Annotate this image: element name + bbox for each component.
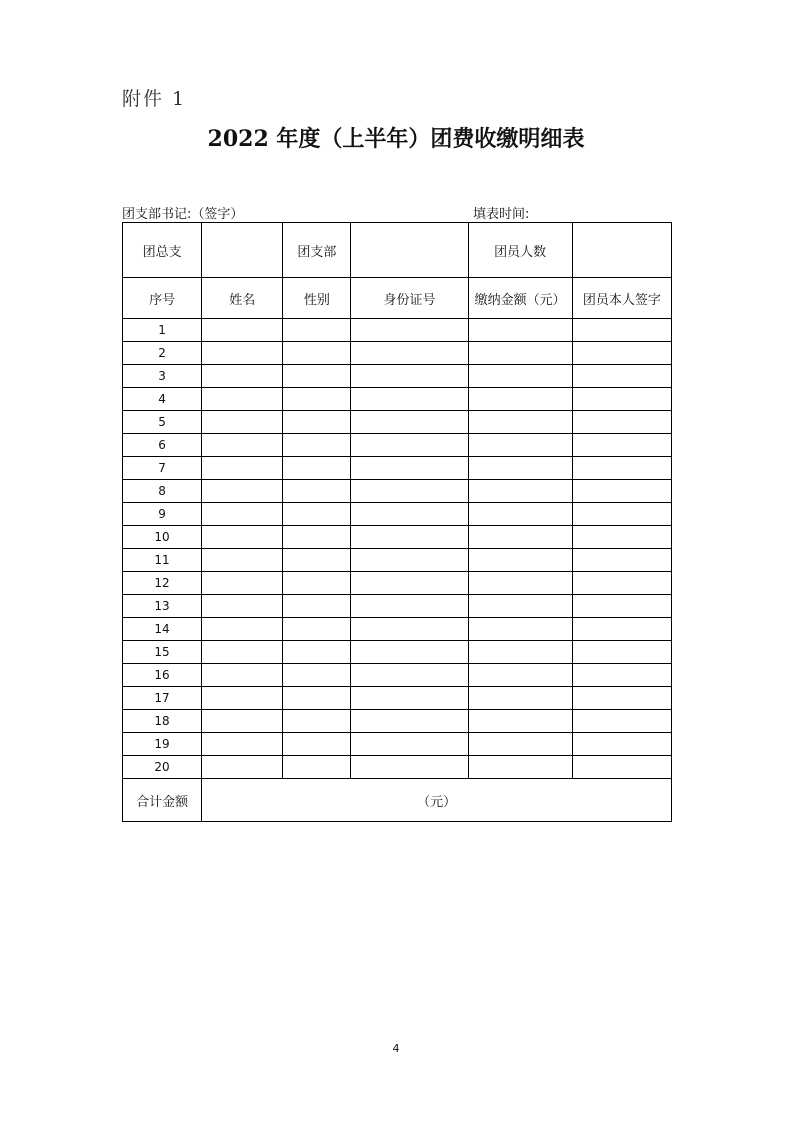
row-index: 11: [123, 549, 202, 572]
gender-cell[interactable]: [283, 756, 351, 779]
name-cell[interactable]: [202, 549, 283, 572]
id-number-cell[interactable]: [351, 434, 468, 457]
row-index: 2: [123, 342, 202, 365]
id-number-cell[interactable]: [351, 618, 468, 641]
amount-cell[interactable]: [468, 618, 572, 641]
name-cell[interactable]: [202, 457, 283, 480]
signature-cell[interactable]: [572, 526, 671, 549]
table-row: [123, 388, 672, 411]
table-row: [123, 480, 672, 503]
row-index: 19: [123, 733, 202, 756]
table-header-row: [123, 278, 672, 319]
table-row: [123, 733, 672, 756]
name-cell[interactable]: [202, 733, 283, 756]
name-cell[interactable]: [202, 710, 283, 733]
table-row: [123, 664, 672, 687]
table-row: [123, 457, 672, 480]
signature-cell[interactable]: [572, 618, 671, 641]
signature-cell[interactable]: [572, 457, 671, 480]
id-number-cell[interactable]: [351, 641, 468, 664]
column-header-gender: 性别: [283, 278, 351, 319]
signature-cell[interactable]: [572, 480, 671, 503]
gender-cell[interactable]: [283, 480, 351, 503]
name-cell[interactable]: [202, 756, 283, 779]
id-number-cell[interactable]: [351, 503, 468, 526]
amount-cell[interactable]: [468, 503, 572, 526]
row-index: 18: [123, 710, 202, 733]
name-cell[interactable]: [202, 503, 283, 526]
row-index: 17: [123, 687, 202, 710]
row-index: 16: [123, 664, 202, 687]
table-row: [123, 503, 672, 526]
signature-cell[interactable]: [572, 710, 671, 733]
page-number: 4: [392, 1042, 400, 1055]
gender-cell[interactable]: [283, 618, 351, 641]
name-cell[interactable]: [202, 342, 283, 365]
league-branch-general-value[interactable]: [202, 223, 283, 278]
total-label: 合计金额: [123, 779, 202, 822]
column-header-signature: 团员本人签字: [572, 278, 671, 319]
id-number-cell[interactable]: [351, 319, 468, 342]
row-index: 9: [123, 503, 202, 526]
table-row: [123, 365, 672, 388]
id-number-cell[interactable]: [351, 549, 468, 572]
signature-cell[interactable]: [572, 411, 671, 434]
gender-cell[interactable]: [283, 319, 351, 342]
amount-cell[interactable]: [468, 457, 572, 480]
gender-cell[interactable]: [283, 457, 351, 480]
amount-cell[interactable]: [468, 687, 572, 710]
signature-cell[interactable]: [572, 365, 671, 388]
table-row: [123, 595, 672, 618]
table-row: [123, 710, 672, 733]
id-number-cell[interactable]: [351, 595, 468, 618]
column-header-amount: 缴纳金额（元）: [468, 278, 572, 319]
id-number-cell[interactable]: [351, 480, 468, 503]
amount-cell[interactable]: [468, 664, 572, 687]
table-top-row: [123, 223, 672, 278]
gender-cell[interactable]: [283, 641, 351, 664]
table-row: [123, 526, 672, 549]
league-branch-label: 团支部: [283, 223, 351, 278]
row-index: 8: [123, 480, 202, 503]
gender-cell[interactable]: [283, 595, 351, 618]
member-count-value[interactable]: [572, 223, 671, 278]
name-cell[interactable]: [202, 526, 283, 549]
amount-cell[interactable]: [468, 342, 572, 365]
id-number-cell[interactable]: [351, 365, 468, 388]
total-amount-cell[interactable]: （元）: [202, 779, 672, 822]
name-cell[interactable]: [202, 434, 283, 457]
signature-cell[interactable]: [572, 503, 671, 526]
secretary-signature-label: 团支部书记:（签字）: [122, 207, 244, 222]
amount-cell[interactable]: [468, 411, 572, 434]
table-row: [123, 549, 672, 572]
member-count-label: 团员人数: [468, 223, 572, 278]
document-title: 2022 年度（上半年）团费收缴明细表: [207, 126, 585, 152]
name-cell[interactable]: [202, 319, 283, 342]
table-row: [123, 687, 672, 710]
signature-cell[interactable]: [572, 756, 671, 779]
amount-cell[interactable]: [468, 549, 572, 572]
column-header-index: 序号: [123, 278, 202, 319]
id-number-cell[interactable]: [351, 572, 468, 595]
amount-cell[interactable]: [468, 572, 572, 595]
amount-cell[interactable]: [468, 480, 572, 503]
table-row: [123, 641, 672, 664]
id-number-cell[interactable]: [351, 756, 468, 779]
row-index: 7: [123, 457, 202, 480]
id-number-cell[interactable]: [351, 457, 468, 480]
id-number-cell[interactable]: [351, 526, 468, 549]
table-row: [123, 572, 672, 595]
signature-cell[interactable]: [572, 687, 671, 710]
gender-cell[interactable]: [283, 411, 351, 434]
fill-date-label: 填表时间:: [473, 207, 530, 222]
column-header-id-number: 身份证号: [351, 278, 468, 319]
name-cell[interactable]: [202, 595, 283, 618]
signature-cell[interactable]: [572, 595, 671, 618]
league-branch-value[interactable]: [351, 223, 468, 278]
amount-cell[interactable]: [468, 733, 572, 756]
signature-cell[interactable]: [572, 733, 671, 756]
table-row: [123, 434, 672, 457]
signature-cell[interactable]: [572, 641, 671, 664]
name-cell[interactable]: [202, 572, 283, 595]
table-row: [123, 756, 672, 779]
row-index: 13: [123, 595, 202, 618]
id-number-cell[interactable]: [351, 733, 468, 756]
league-branch-general-label: 团总支: [123, 223, 202, 278]
row-index: 10: [123, 526, 202, 549]
fee-detail-table: [122, 222, 672, 822]
signature-cell[interactable]: [572, 572, 671, 595]
row-index: 12: [123, 572, 202, 595]
name-cell[interactable]: [202, 480, 283, 503]
name-cell[interactable]: [202, 664, 283, 687]
amount-cell[interactable]: [468, 756, 572, 779]
amount-cell[interactable]: [468, 319, 572, 342]
signature-cell[interactable]: [572, 319, 671, 342]
table-row: [123, 618, 672, 641]
gender-cell[interactable]: [283, 388, 351, 411]
id-number-cell[interactable]: [351, 388, 468, 411]
amount-cell[interactable]: [468, 710, 572, 733]
gender-cell[interactable]: [283, 710, 351, 733]
row-index: 3: [123, 365, 202, 388]
signature-cell[interactable]: [572, 664, 671, 687]
id-number-cell[interactable]: [351, 342, 468, 365]
gender-cell[interactable]: [283, 434, 351, 457]
id-number-cell[interactable]: [351, 664, 468, 687]
row-index: 1: [123, 319, 202, 342]
row-index: 14: [123, 618, 202, 641]
name-cell[interactable]: [202, 388, 283, 411]
gender-cell[interactable]: [283, 365, 351, 388]
id-number-cell[interactable]: [351, 411, 468, 434]
gender-cell[interactable]: [283, 687, 351, 710]
amount-cell[interactable]: [468, 365, 572, 388]
amount-cell[interactable]: [468, 526, 572, 549]
attachment-label: 附件 1: [122, 88, 187, 110]
gender-cell[interactable]: [283, 664, 351, 687]
row-index: 5: [123, 411, 202, 434]
signature-cell[interactable]: [572, 342, 671, 365]
table-row: [123, 411, 672, 434]
signature-cell[interactable]: [572, 388, 671, 411]
amount-cell[interactable]: [468, 434, 572, 457]
amount-cell[interactable]: [468, 595, 572, 618]
amount-cell[interactable]: [468, 641, 572, 664]
total-row: [123, 779, 672, 822]
name-cell[interactable]: [202, 365, 283, 388]
id-number-cell[interactable]: [351, 687, 468, 710]
signature-cell[interactable]: [572, 434, 671, 457]
column-header-name: 姓名: [202, 278, 283, 319]
table-row: [123, 342, 672, 365]
amount-cell[interactable]: [468, 388, 572, 411]
id-number-cell[interactable]: [351, 710, 468, 733]
row-index: 6: [123, 434, 202, 457]
row-index: 20: [123, 756, 202, 779]
gender-cell[interactable]: [283, 549, 351, 572]
gender-cell[interactable]: [283, 342, 351, 365]
name-cell[interactable]: [202, 687, 283, 710]
name-cell[interactable]: [202, 641, 283, 664]
signature-cell[interactable]: [572, 549, 671, 572]
gender-cell[interactable]: [283, 526, 351, 549]
table-row: [123, 319, 672, 342]
row-index: 4: [123, 388, 202, 411]
gender-cell[interactable]: [283, 733, 351, 756]
row-index: 15: [123, 641, 202, 664]
name-cell[interactable]: [202, 411, 283, 434]
gender-cell[interactable]: [283, 572, 351, 595]
gender-cell[interactable]: [283, 503, 351, 526]
name-cell[interactable]: [202, 618, 283, 641]
